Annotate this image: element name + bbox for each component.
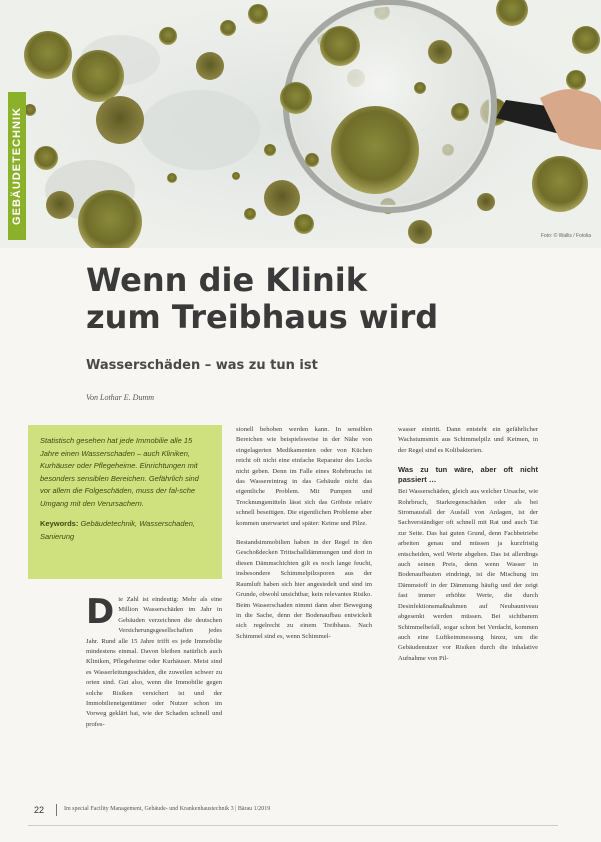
abstract-box (28, 425, 222, 579)
hero-image (0, 0, 601, 248)
paragraph: Bestandsimmobilien haben in der Regel in den Geschoßdecken Trittschalldämmungen und dort in diesen Dämmschichten gilt es noch lange feucht, insbesondere Schimmelpilzsporen aus der Raumluft haben sich hier angesiedelt und sind im Grunde, obwohl unsichtbar, kein relevantes Risiko. Beim Wasserschaden nimmt dann aber Bewegung in die Sache, denn der Bodenaufbau entwickelt sich regelrecht zu einem Treibhaus. Nach Schimmel sind es, wenn Schimmel- (236, 539, 372, 640)
keywords-label: Keywords: (40, 519, 79, 528)
paragraph: Bei Wasserschäden, gleich aus welcher Ursache, wie Rohrbruch, Starkregenschäden oder als bei Stromausfall der Ausfall von Anlagen, ist der Sachverständiger oft schnell mit Rat und auch Tat zur Seite. Das hat guten Grund, denn Fachbetriebe arbeiten genau und müssen ja kurzfristig entscheiden, weil Werte abgehen. Das ist allerdings auch seinen Preis, denn wenn Wasser in Bodenaufbauten eindringt, ist die Mischung im Dämmstoff in der Dämmung häufig und der zeigt fast immer erhöhte Werte, die durch Desinfektionsmaßnahmen auf Neubauniveau abgesenkt werden müssen. Bei sichtbarem Schimmelbefall, sogar schon bei Verdacht, kommen auch eine Luftkeimmessung hinzu, um die Gebäudenutzer vor Risiken durch die inhalative Aufnahme von Pil- (398, 488, 538, 662)
title-line-2: zum Treibhaus wird (86, 298, 439, 336)
footer-rule (28, 825, 558, 826)
paragraph (86, 592, 222, 730)
footer-divider (56, 804, 57, 816)
title-line-1: Wenn die Klinik (86, 261, 368, 299)
footer-publication: Im special Facility Management, Gebäude- und Krankenhaustechnik 3 | Bärau 1/2019 (64, 806, 271, 812)
section-heading: Was zu tun wäre, aber oft nicht passiert … (398, 465, 538, 485)
section-tab (8, 92, 26, 240)
abstract-text: Statistisch gesehen hat jede Immobilie alle 15 Jahre einen Wasserschaden – auch Kliniken, Kurhäuser oder Pflegeheime. Einrichtungen mit besonders sensiblen Bereichen. Gefährlich sind vor allem die Folgeschäden, muss der fal-sche Umgang mit den Verursachern. (40, 436, 199, 508)
photo-credit: Foto: © Wallis / Fotolia (540, 233, 591, 239)
page-number: 22 (34, 805, 45, 815)
author-byline: Von Lothar E. Dumm (86, 393, 155, 402)
article-subtitle: Wasserschäden – was zu tun ist (86, 358, 318, 373)
article-title (86, 262, 556, 336)
drop-cap: D (86, 592, 115, 632)
mold-photo (0, 0, 601, 248)
paragraph: wasser eintritt. Dann entsteht ein gefährlicher Wachstumsmix aus Schimmelpilz und Keimen, in der Regel sind es Kolibakterien. (398, 426, 538, 454)
body-column-3 (398, 425, 538, 673)
body-column-2 (236, 425, 372, 651)
paragraph-text: ie Zahl ist eindeutig: Mehr als eine Million Wasserschäden im Jahr in Gebäuden verzeichnen die deutschen Versicherungsgesellschaften jedes Jahr. Rund alle 15 Jahre trifft es jede Immobilie mindestens einmal. Davon bleiben natürlich auch Kliniken, Pflegeheime oder Kurhäuser. Meist sind es Wasserleitungsschäden, die zuweilen schwer zu orten sind. Gut also, wenn die Immobilie gegen solche Risiken versichert ist und der Immobilieneigentümer oder Nutzer schon im Vorweg geklärt hat, wie der Schaden schnell und profes- (86, 596, 222, 728)
paragraph: sionell behoben werden kann. In sensiblen Bereichen wie beispielsweise in der Nähe von eingelagerten Medikamenten oder von Küchen reicht oft nicht eine einfache Reparatur des Lecks nicht geben. Denn im Falle eines Rohrbruchs ist das Wassereintrag in das Gebäude nicht das eigentliche Problem. Mit Pumpen und Trocknungsmitteln lässt sich das Gröbste relativ schnell beseitigen. Die eigentlichen Probleme aber kommen unerwartet und später: Keime und Pilze. (236, 426, 372, 527)
keywords (40, 518, 210, 543)
body-column-1 (86, 592, 222, 739)
section-tab-label: GEBÄUDETECHNIK (11, 107, 23, 225)
keywords-value: Gebäudetechnik, Wasserschaden, Sanierung (40, 519, 195, 541)
